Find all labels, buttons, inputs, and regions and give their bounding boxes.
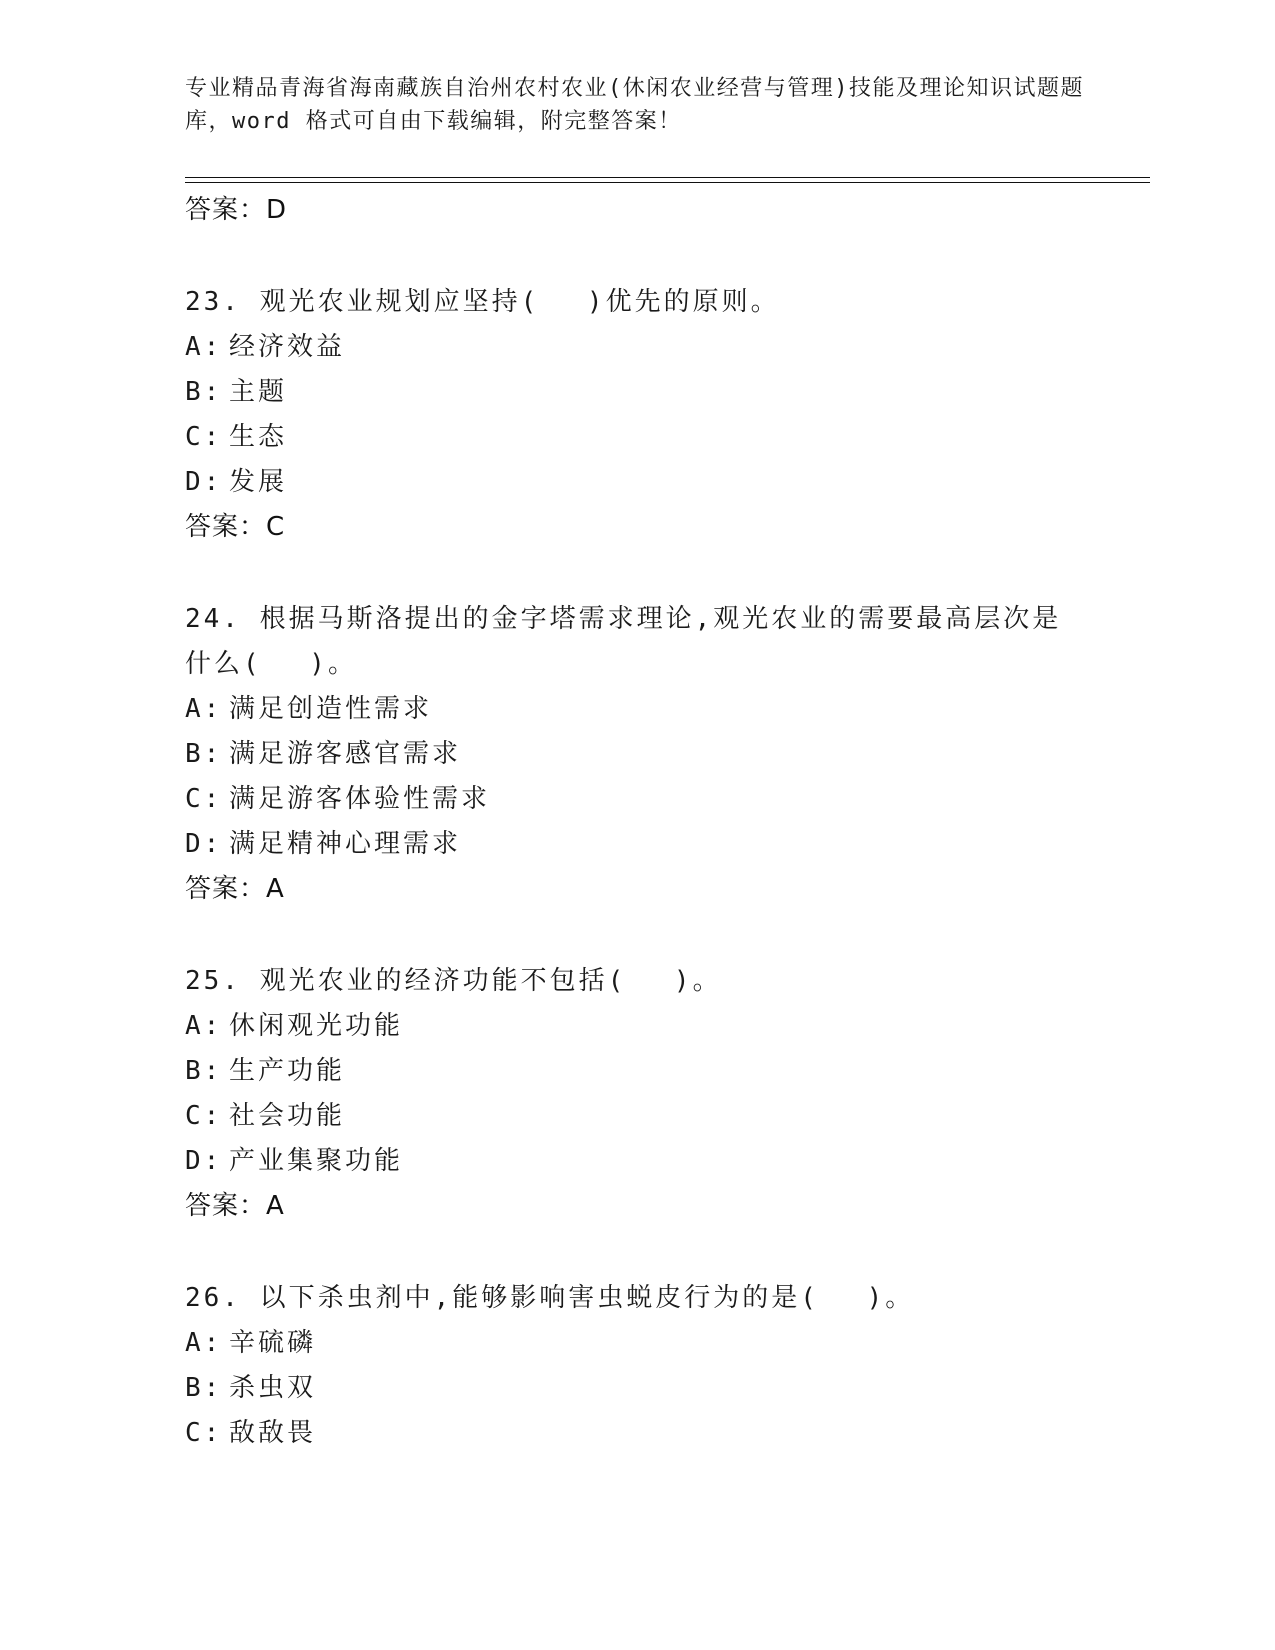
- question-stem: 23. 观光农业规划应坚持( )优先的原则。: [185, 287, 780, 317]
- option-text: 休闲观光功能: [229, 1011, 404, 1041]
- option-row: [185, 370, 1150, 415]
- header-rule-bottom: [185, 182, 1150, 183]
- option-row: [185, 1004, 1150, 1049]
- page-header: 专业精品青海省海南藏族自治州农村农业(休闲农业经营与管理)技能及理论知识试题题库，word 格式可自由下载编辑，附完整答案！: [185, 76, 1084, 134]
- option-text: 辛硫磷: [229, 1328, 317, 1358]
- option-row: [185, 325, 1150, 370]
- option-row: [185, 1366, 1150, 1411]
- option-text: 生态: [229, 422, 288, 452]
- option-key: C:: [185, 422, 223, 452]
- header-rule-top: [185, 177, 1150, 178]
- option-key: B:: [185, 1056, 223, 1086]
- option-text: 发展: [229, 467, 288, 497]
- option-text: 杀虫双: [229, 1373, 317, 1403]
- option-row: [185, 1321, 1150, 1366]
- option-row: [185, 1411, 1150, 1456]
- answer-line: 答案：C: [185, 512, 286, 542]
- option-row: [185, 1049, 1150, 1094]
- question-stem: 24. 根据马斯洛提出的金字塔需求理论,观光农业的需要最高层次是什么( )。: [185, 604, 1062, 679]
- document-page: [185, 0, 1150, 1650]
- option-key: B:: [185, 739, 223, 769]
- answer-line: 答案：A: [185, 1191, 285, 1221]
- option-row: [185, 1094, 1150, 1139]
- option-key: B:: [185, 377, 223, 407]
- option-row: [185, 777, 1150, 822]
- option-text: 满足精神心理需求: [229, 829, 462, 859]
- option-text: 经济效益: [229, 332, 346, 362]
- option-row: [185, 822, 1150, 867]
- option-row: [185, 732, 1150, 777]
- option-row: [185, 687, 1150, 732]
- questions-container: [185, 280, 1150, 1456]
- question-block: [185, 280, 1150, 550]
- option-key: B:: [185, 1373, 223, 1403]
- option-text: 社会功能: [229, 1101, 346, 1131]
- option-row: [185, 460, 1150, 505]
- option-row: [185, 1139, 1150, 1184]
- question-block: [185, 1276, 1150, 1456]
- option-text: 主题: [229, 377, 288, 407]
- question-block: [185, 959, 1150, 1229]
- option-key: C:: [185, 1418, 223, 1448]
- option-key: A:: [185, 694, 223, 724]
- option-text: 产业集聚功能: [229, 1146, 404, 1176]
- option-key: D:: [185, 1146, 223, 1176]
- option-key: D:: [185, 829, 223, 859]
- question-stem: 25. 观光农业的经济功能不包括( )。: [185, 966, 722, 996]
- option-text: 生产功能: [229, 1056, 346, 1086]
- option-text: 满足创造性需求: [229, 694, 433, 724]
- option-key: A:: [185, 1011, 223, 1041]
- option-key: C:: [185, 784, 223, 814]
- option-key: A:: [185, 332, 223, 362]
- question-list: [185, 188, 1150, 1503]
- answer-line: 答案：D: [185, 195, 288, 225]
- option-text: 满足游客体验性需求: [229, 784, 491, 814]
- option-key: C:: [185, 1101, 223, 1131]
- answer-line: 答案：A: [185, 874, 285, 904]
- option-key: D:: [185, 467, 223, 497]
- option-key: A:: [185, 1328, 223, 1358]
- option-row: [185, 415, 1150, 460]
- option-text: 满足游客感官需求: [229, 739, 462, 769]
- option-text: 敌敌畏: [229, 1418, 317, 1448]
- question-stem: 26. 以下杀虫剂中,能够影响害虫蜕皮行为的是( )。: [185, 1283, 915, 1313]
- question-block: [185, 597, 1150, 912]
